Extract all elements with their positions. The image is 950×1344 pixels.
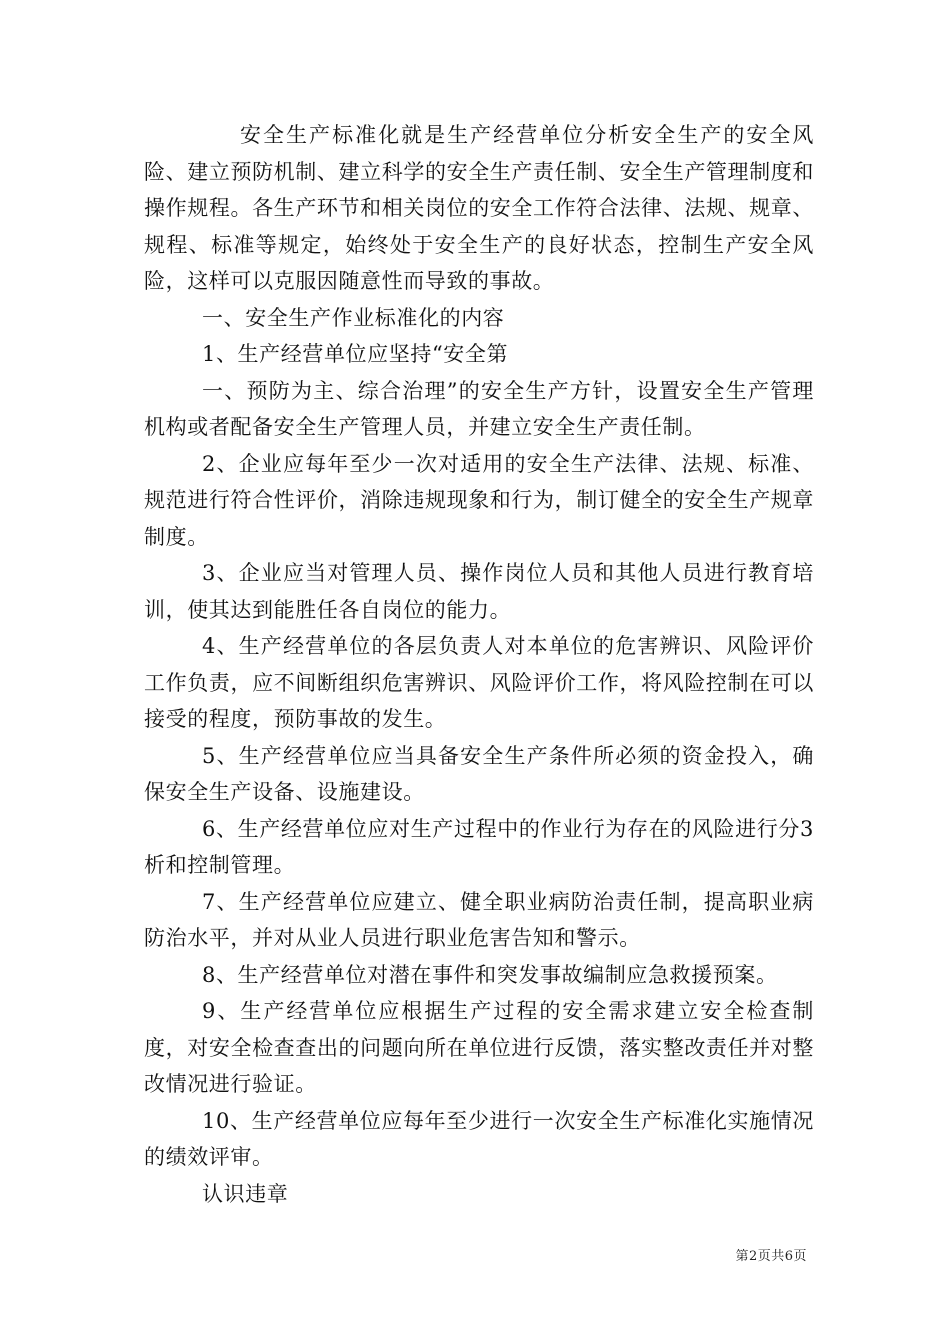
page-number-footer bbox=[735, 1245, 807, 1264]
item-5: 5、生产经营单位应当具备安全生产条件所必须的资金投入，确保安全生产设备、设施建设。 bbox=[144, 743, 814, 804]
page-number-label: 第2页共6页 bbox=[735, 1249, 807, 1264]
item-1-part-2: 一、预防为主、综合治理”的安全生产方针，设置安全生产管理机构或者配备安全生产管理人员，并建立安全生产责任制。 bbox=[144, 378, 814, 439]
item-6: 6、生产经营单位应对生产过程中的作业行为存在的风险进行分3析和控制管理。 bbox=[144, 816, 814, 877]
item-8: 8、生产经营单位对潜在事件和突发事故编制应急救援预案。 bbox=[202, 962, 778, 987]
item-2: 2、企业应每年至少一次对适用的安全生产法律、法规、标准、规范进行符合性评价，消除违规现象和行为，制订健全的安全生产规章制度。 bbox=[144, 451, 814, 549]
item-7: 7、生产经营单位应建立、健全职业病防治责任制，提高职业病防治水平，并对从业人员进行职业危害告知和警示。 bbox=[144, 889, 814, 950]
subheading-recognize-violations: 认识违章 bbox=[202, 1181, 289, 1206]
document-body bbox=[144, 117, 814, 1212]
paragraph-intro: 安全生产标准化就是生产经营单位分析安全生产的安全风险、建立预防机制、建立科学的安全生产责任制、安全生产管理制度和操作规程。各生产环节和相关岗位的安全工作符合法律、法规、规章、规程、标准等规定，始终处于安全生产的良好状态，控制生产安全风险，这样可以克服因随意性而导致的事故。 bbox=[144, 123, 814, 293]
item-4: 4、生产经营单位的各层负责人对本单位的危害辨识、风险评价工作负责，应不间断组织危害辨识、风险评价工作，将风险控制在可以接受的程度，预防事故的发生。 bbox=[144, 634, 814, 731]
item-3: 3、企业应当对管理人员、操作岗位人员和其他人员进行教育培训，使其达到能胜任各自岗位的能力。 bbox=[144, 561, 814, 622]
item-1-part-1: 1、生产经营单位应坚持“安全第 bbox=[202, 342, 509, 366]
section-heading: 一、安全生产作业标准化的内容 bbox=[202, 305, 505, 330]
item-9: 9、生产经营单位应根据生产过程的安全需求建立安全检查制度，对安全检查查出的问题向所在单位进行反馈，落实整改责任并对整改情况进行验证。 bbox=[144, 999, 814, 1096]
item-10: 10、生产经营单位应每年至少进行一次安全生产标准化实施情况的绩效评审。 bbox=[144, 1108, 814, 1169]
